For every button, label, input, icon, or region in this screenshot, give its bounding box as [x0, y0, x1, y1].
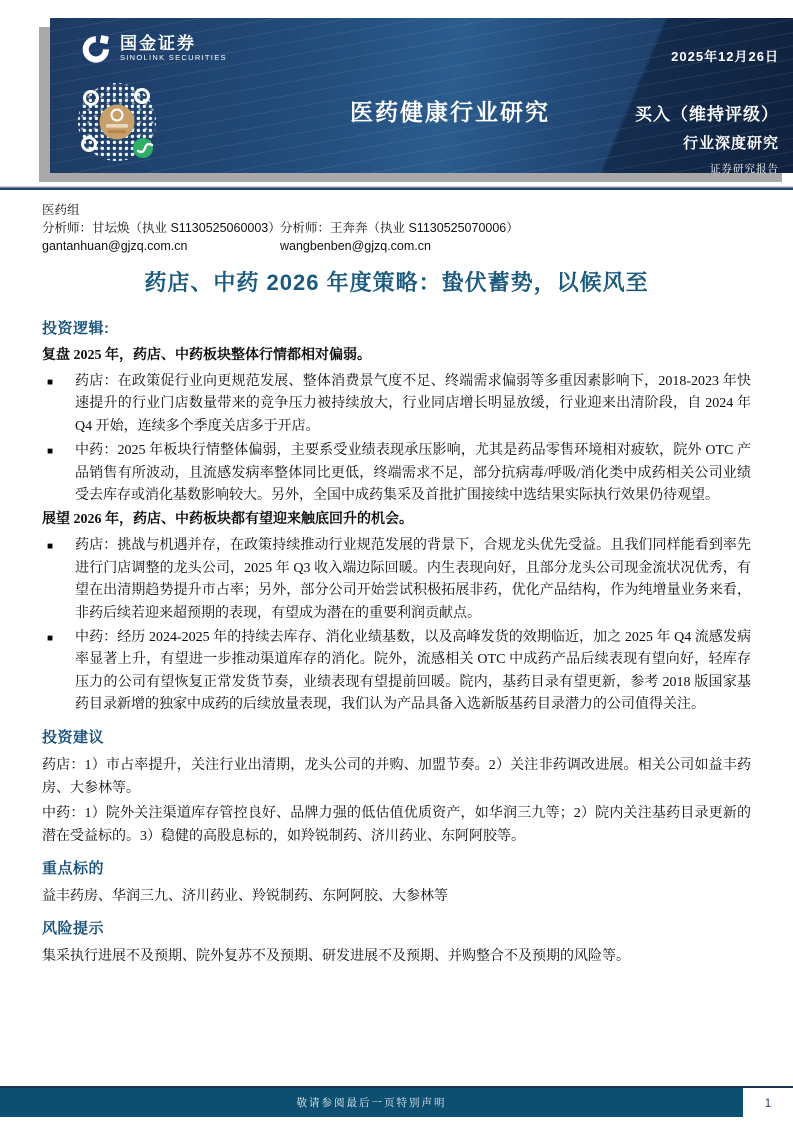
analyst-email: gantanhuan@gjzq.com.cn	[42, 239, 188, 253]
bullet-item	[42, 535, 751, 625]
bullet-square-icon: ■	[47, 633, 54, 645]
report-level: 行业深度研究	[682, 135, 779, 152]
bullet-square-icon: ■	[47, 377, 54, 388]
rating-text: 买入（维持评级）	[635, 105, 779, 124]
header-divider	[0, 186, 793, 190]
brand-name-en: SINOLINK SECURITIES	[120, 53, 227, 63]
lead-paragraph: 展望 2026 年，药店、中药板块都有望迎来触底回升的机会。	[42, 512, 413, 528]
analyst-name: 分析师：王奔奔（执业 S1130525070006）	[280, 221, 519, 235]
key-targets-paragraph: 益丰药房、华润三九、济川药业、羚锐制药、东阿阿胶、大参林等	[42, 888, 448, 904]
qr-code	[76, 80, 164, 168]
section-heading-investment-logic: 投资逻辑:	[42, 320, 110, 337]
risk-paragraph: 集采执行进展不及预期、院外复苏不及预期、研发进展不及预期、并购整合不及预期的风险等。	[42, 948, 630, 964]
report-body	[42, 308, 751, 970]
bullet-text: 中药：2025 年板块行情整体偏弱，主要系受业绩表现承压影响，尤其是药品零售环境相对疲软，院外 OTC 产品销售有所波动，且流感发病率整体同比更低，终端需求不足，部分抗病毒/呼吸/消化类中成药相关公司业绩受去库存或消化基数影响较大。另外，全国中成药集采及首批扩围接续中选结果实际执行效果仍待观望。	[75, 443, 751, 504]
sinolink-logo-icon	[78, 32, 112, 66]
page-footer	[0, 1086, 793, 1117]
bullet-text: 药店：在政策促行业向更规范发展、整体消费景气度不足、终端需求偏弱等多重因素影响下，2018-2023 年快速提升的行业门店数量带来的竞争压力被持续放大，行业同店增长明显放缓，行业迎来出清阶段，自 2024 年 Q4 开始，连续多个季度关店多于开店。	[75, 374, 751, 434]
bullet-text: 药店：挑战与机遇并存，在政策持续推动行业规范发展的背景下，合规龙头优先受益。且我们同样能看到率先进行门店调整的龙头公司，2025 年 Q3 收入端边际回暖。内生表现向好，且部分龙头公司现金流状况优秀，有望在出清期趋势提升市占率；另外，部分公司开始尝试积极拓展非药，优化产品结构，作为纯增量业务来看，非药后续若迎来超预期的表现，有望成为潜在的重要利润贡献点。	[75, 538, 751, 621]
wechat-icon	[133, 138, 153, 158]
page-number: 1	[743, 1088, 793, 1117]
brand-lockup	[78, 32, 227, 66]
header-band	[50, 18, 793, 173]
rating-block	[635, 100, 779, 176]
bullet-text: 中药：经历 2024-2025 年的持续去库存、消化业绩基数，以及高峰发货的效期临近，加之 2025 年 Q4 流感发病率显著上升，有望进一步推动渠道库存的消化。院外，流感相关 OTC 中成药产品后续表现有望向好，轻库存压力的公司有望恢复正常发货节奏，业绩表现有望提前回暖。院内，基药目录有望更新，参考 2018 版国家基药目录新增的独家中成药的后续放量表现，我们认为产品具备入选新版基药目录潜力的公司值得关注。	[75, 630, 751, 713]
analyst-name: 分析师：甘坛焕（执业 S1130525060003）	[42, 221, 281, 235]
bullet-square-icon: ■	[47, 446, 54, 458]
bullet-item	[42, 627, 751, 717]
report-tag: 证券研究报告	[710, 163, 779, 175]
section-heading-investment-advice: 投资建议	[42, 728, 105, 746]
brand-name: 国金证券	[120, 33, 196, 53]
lead-paragraph: 复盘 2025 年，药店、中药板块整体行情都相对偏弱。	[42, 348, 371, 363]
brand-text	[120, 35, 227, 63]
advice-paragraph: 药店：1）市占率提升，关注行业出清期，龙头公司的并购、加盟节奏。2）关注非药调改进展。相关公司如益丰药房、大参林等。	[42, 757, 751, 796]
bullet-square-icon: ■	[47, 541, 54, 553]
footer-disclaimer: 敬请参阅最后一页特别声明	[0, 1088, 743, 1117]
bullet-item	[42, 440, 751, 507]
report-series-title: 医药健康行业研究	[350, 99, 550, 125]
analyst-email: wangbenben@gjzq.com.cn	[280, 239, 431, 253]
advice-paragraph: 中药：1）院外关注渠道库存管控良好、品牌力强的低估值优质资产，如华润三九等；2）院内关注基药目录更新的潜在受益标的。3）稳健的高股息标的，如羚锐制药、济川药业、东阿阿胶等。	[42, 805, 751, 844]
document-title: 药店、中药 2026 年度策略：蛰伏蓄势，以候风至	[144, 270, 649, 295]
section-heading-risk: 风险提示	[42, 919, 105, 937]
analyst-group: 医药组	[42, 203, 80, 217]
report-date: 2025年12月26日	[671, 49, 779, 64]
bullet-item	[42, 371, 751, 438]
section-heading-key-targets: 重点标的	[42, 859, 105, 877]
analyst-block	[42, 201, 602, 255]
